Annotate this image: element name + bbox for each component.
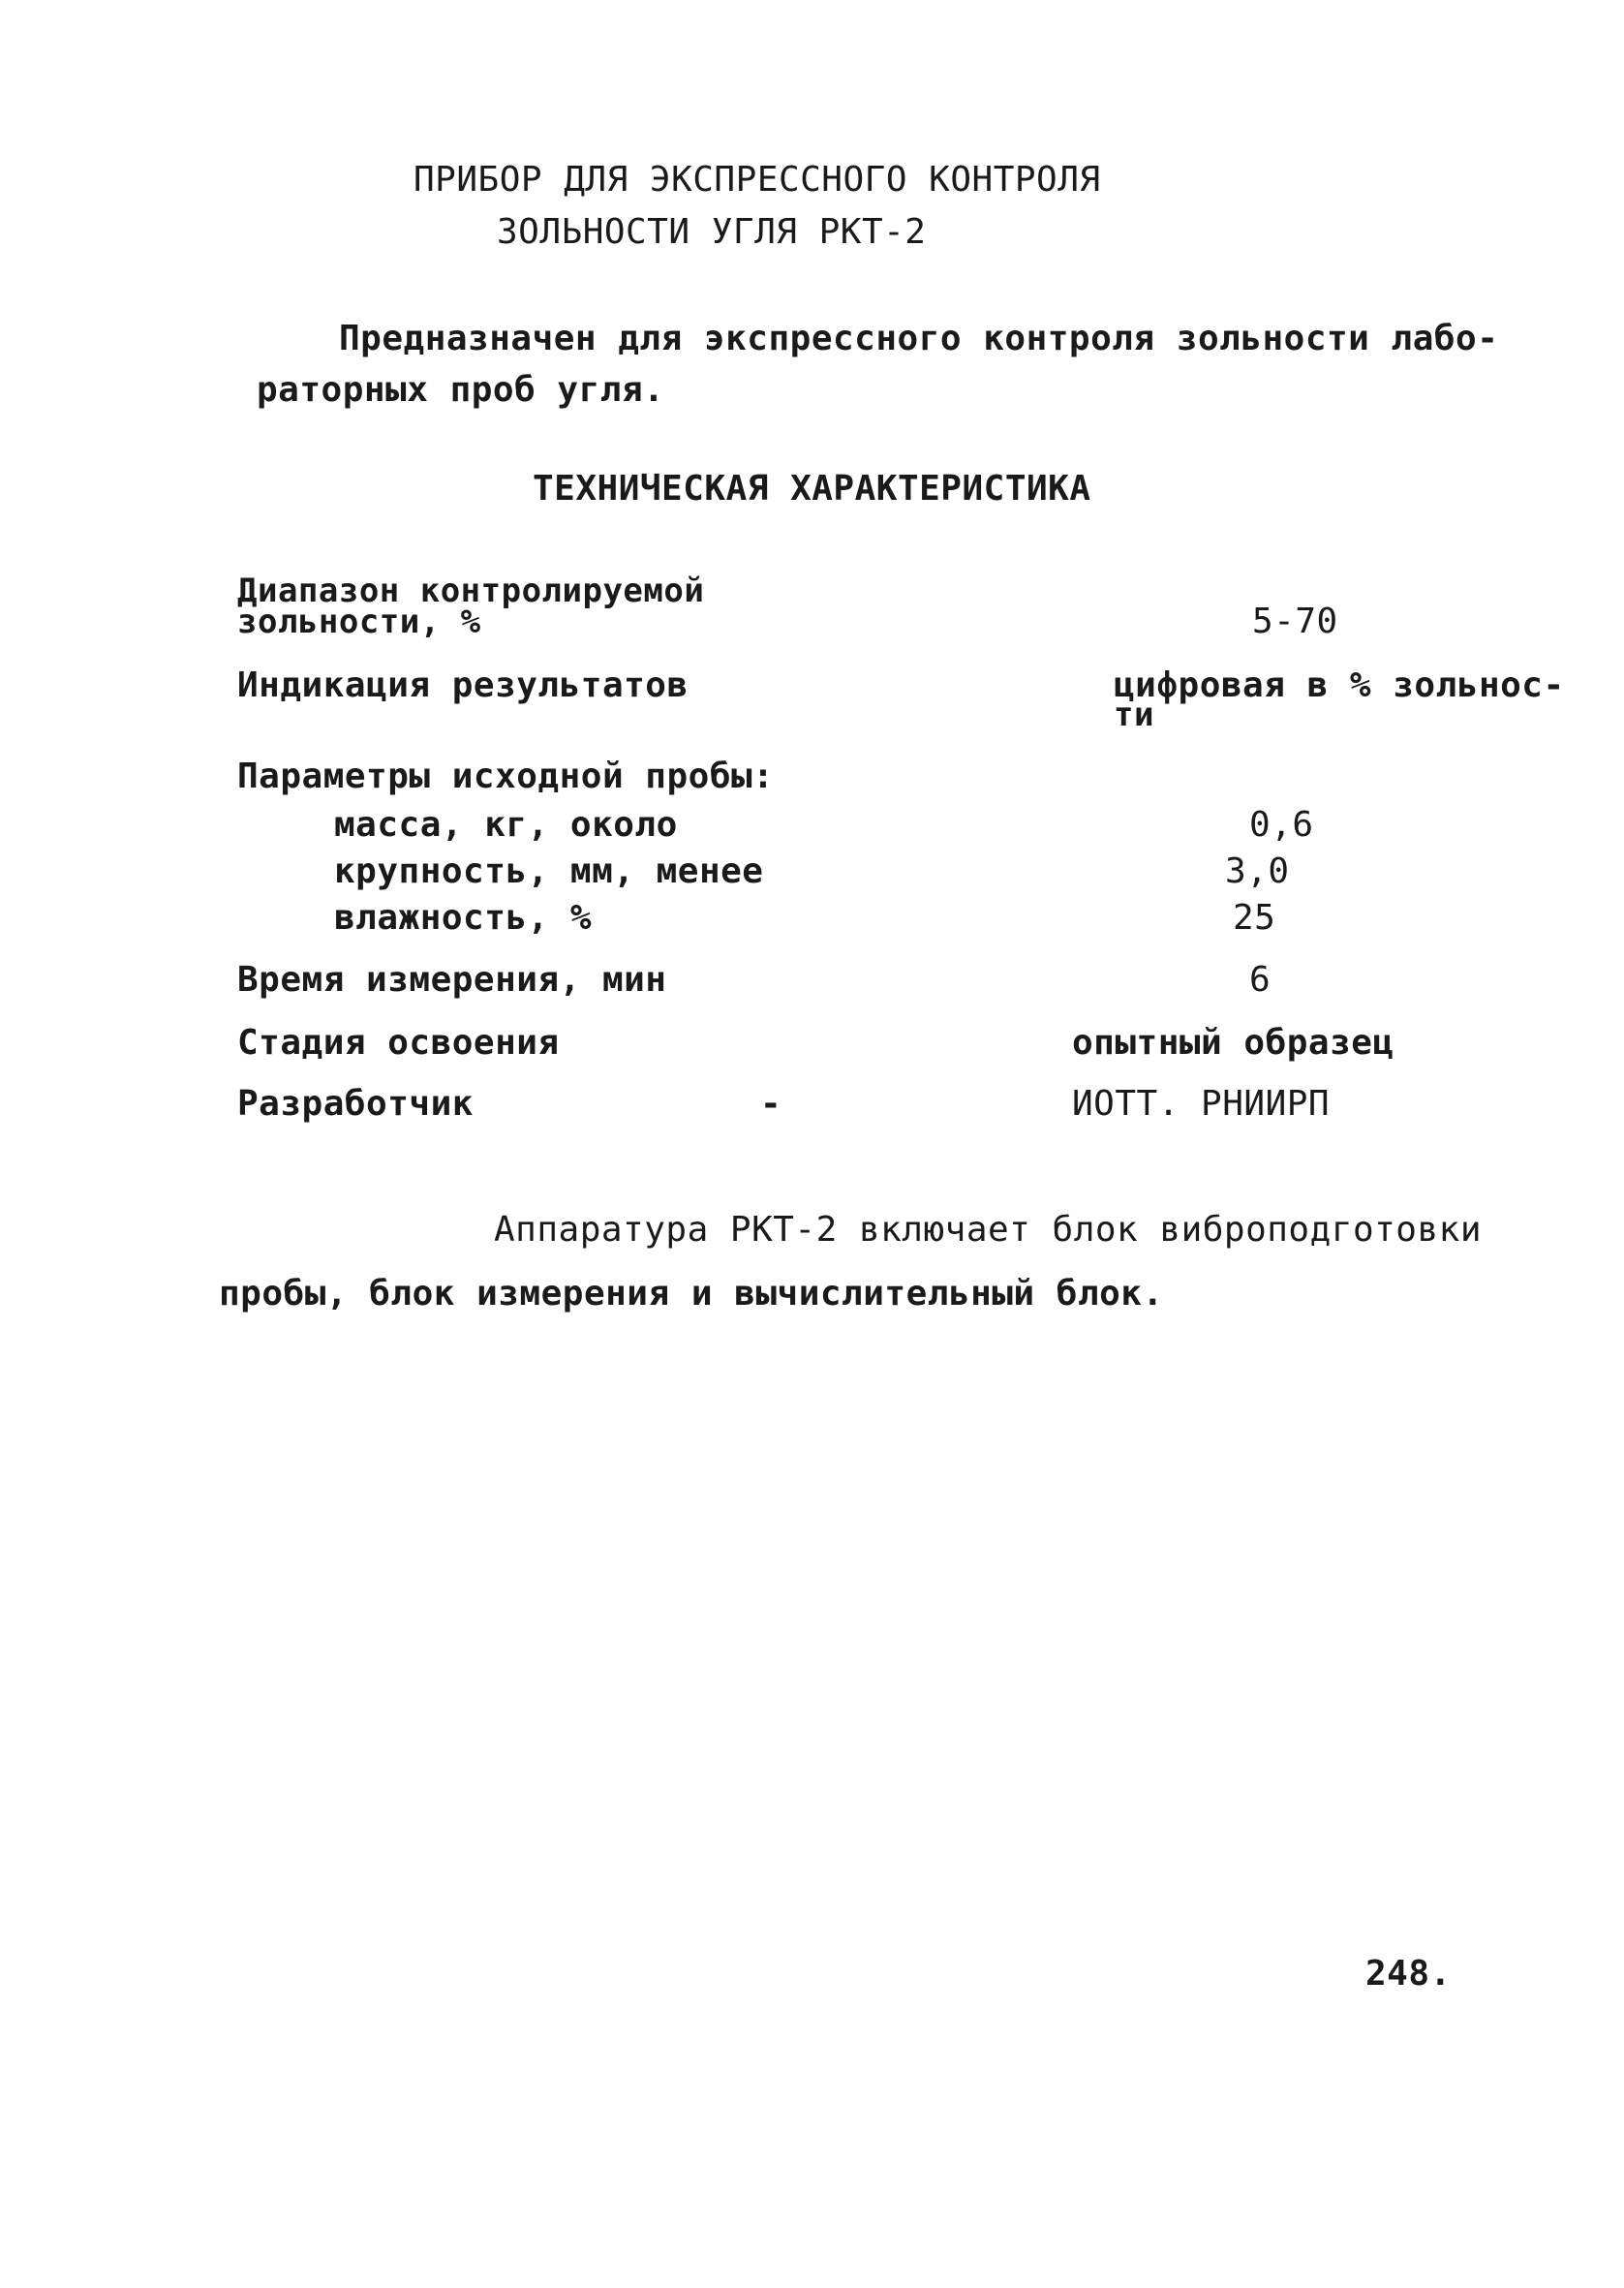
spec-indication-value-2: ти <box>1114 696 1154 734</box>
section-heading: ТЕХНИЧЕСКАЯ ХАРАКТЕРИСТИКА <box>533 469 1091 509</box>
spec-range-value: 5-70 <box>1252 602 1338 641</box>
spec-range-label-1: Диапазон контролируемой <box>237 572 705 610</box>
spec-time-label: Время измерения, мин <box>237 960 667 1000</box>
spec-developer-dash: - <box>760 1084 782 1124</box>
description-line-2: пробы, блок измерения и вычислительный блок. <box>219 1274 1164 1314</box>
spec-indication-label: Индикация результатов <box>237 665 689 705</box>
spec-moisture-label: влажность, % <box>334 898 593 938</box>
title-line-1: ПРИБОР ДЛЯ ЭКСПРЕССНОГО КОНТРОЛЯ <box>414 160 1101 200</box>
title-line-2: ЗОЛЬНОСТИ УГЛЯ РКТ-2 <box>497 212 927 252</box>
spec-stage-label: Стадия освоения <box>237 1023 560 1063</box>
spec-mass-label: масса, кг, около <box>334 805 678 845</box>
page-number: 248. <box>1365 1954 1452 1994</box>
spec-stage-value: опытный образец <box>1072 1023 1394 1063</box>
purpose-line-2: раторных проб угля. <box>257 370 665 410</box>
spec-moisture-value: 25 <box>1233 898 1276 938</box>
purpose-line-1: Предназначен для экспрессного контроля зольности лабо- <box>339 319 1499 358</box>
spec-mass-value: 0,6 <box>1249 805 1314 845</box>
description-line-1: Аппаратура РКТ-2 включает блок виброподготовки <box>494 1210 1482 1250</box>
spec-developer-label: Разработчик <box>237 1084 474 1124</box>
spec-size-value: 3,0 <box>1225 851 1290 891</box>
spec-sample-params-label: Параметры исходной пробы: <box>237 757 775 796</box>
spec-range-label-2: зольности, % <box>237 603 481 641</box>
spec-indication-value-1: цифровая в % зольнос- <box>1114 665 1565 705</box>
spec-developer-value: ИОТТ. РНИИРП <box>1072 1084 1331 1124</box>
spec-time-value: 6 <box>1249 960 1272 1000</box>
spec-size-label: крупность, мм, менее <box>334 851 764 891</box>
